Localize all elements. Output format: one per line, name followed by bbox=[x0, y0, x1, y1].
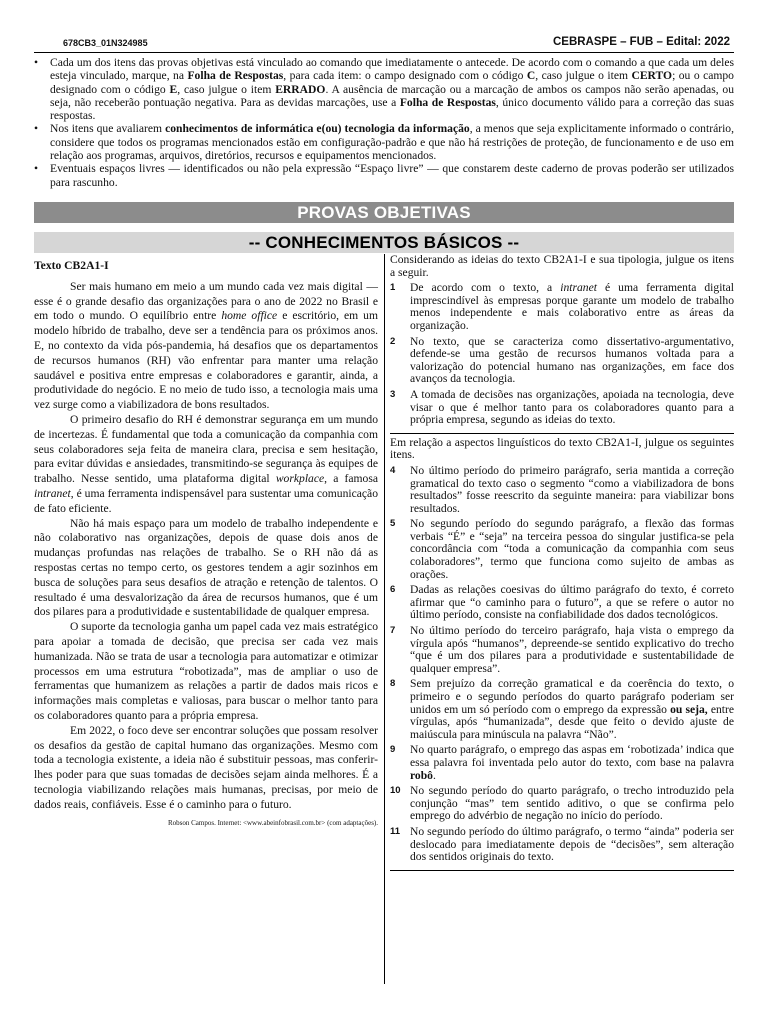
text-paragraph: O primeiro desafio do RH é demonstrar segurança em um mundo de incertezas. É fundamental que toda a comunicação da companhia com seus colaboradores seja feita de maneira clara, precisa e sem hesitação, para evitar dúvidas e ansiedades, transmitindo-se segurança às equipes de trabalho. Nesse sentido, uma plataforma digital workplace, a famosa intranet, é uma ferramenta indispensável para sustentar uma comunicação de fato eficiente. bbox=[34, 412, 379, 515]
question-block-1 bbox=[390, 254, 734, 434]
exam-title: CEBRASPE – FUB – Edital: 2022 bbox=[552, 36, 730, 48]
text-title: Texto CB2A1-I bbox=[34, 259, 109, 272]
question-item bbox=[390, 785, 734, 823]
instruction-text: Cada um dos itens das provas objetivas está vinculado ao comando que imediatamente o antecede. De acordo com o comando a que cada um deles esteja vinculado, marque, na Folha de Respostas, para cada item: o campo designado com o código C, caso julgue o item CERTO; ou o campo designado com o código E, caso julgue o item ERRADO. A ausência de marcação ou a marcação de ambos os campos não serão apenadas, ou seja, não receberão pontuação negativa. Para as devidas marcações, use a Folha de Respostas, único documento válido para a correção das suas respostas. bbox=[50, 56, 734, 123]
question-block-2 bbox=[390, 437, 734, 871]
item-number: 1 bbox=[390, 282, 396, 294]
item-number: 5 bbox=[390, 518, 396, 530]
document-code: 678CB3_01N324985 bbox=[63, 38, 148, 48]
item-text: Dadas as relações coesivas do último parágrafo do texto, é correto afirmar que “o caminho para o futuro”, a que se refere o autor no último período, consiste na confiabilidade dos dados tecnológicos. bbox=[410, 583, 734, 622]
section-banner-basic: -- CONHECIMENTOS BÁSICOS -- bbox=[34, 232, 734, 253]
item-number: 10 bbox=[390, 785, 401, 797]
instruction-item: • Cada um dos itens das provas objetivas está vinculado ao comando que imediatamente o antecede. De acordo com o comando a que cada um deles esteja vinculado, marque, na Folha de Respostas, para cada item: o campo designado com o código C, caso julgue o item CERTO; ou o campo designado com o código E, caso julgue o item ERRADO. A ausência de marcação ou a marcação de ambos os campos não serão apenadas, ou seja, não receberão pontuação negativa. Para as devidas marcações, use a Folha de Respostas, único documento válido para a correção das suas respostas. bbox=[34, 56, 734, 123]
instruction-text: Eventuais espaços livres — identificados ou não pela expressão “Espaço livre” — que constarem deste caderno de provas poderão ser utilizados para rascunho. bbox=[50, 162, 734, 189]
instruction-item: • Nos itens que avaliarem conhecimentos de informática e(ou) tecnologia da informação, a menos que seja explicitamente informado o contrário, considere que todos os programas mencionados estão em configuração-padrão e que não há restrições de proteção, de funcionamento e de uso em relação aos programas, arquivos, diretórios, recursos e equipamentos mencionados. bbox=[34, 122, 734, 163]
page-header bbox=[63, 38, 730, 52]
item-text: No segundo período do último parágrafo, o termo “ainda” poderia ser deslocado para imediatamente depois de “decisões”, sem alteração dos sentidos originais do texto. bbox=[410, 824, 734, 864]
item-text: No último período do primeiro parágrafo, seria mantida a correção gramatical do texto caso o segmento “como a viabilizadora de bons resultados” fosse reescrito da seguinte maneira: para viabilizar bons resultados. bbox=[410, 463, 734, 515]
question-item bbox=[390, 389, 734, 427]
question-item bbox=[390, 678, 734, 741]
item-number: 4 bbox=[390, 464, 396, 476]
item-text: No último período do terceiro parágrafo, haja vista o emprego da vírgula após “humanos”, depreende-se sentido explicativo do trecho “que é um dos pilares para a produtividade e sustentabilidade de qualquer empresa”. bbox=[410, 624, 734, 675]
item-number: 6 bbox=[390, 584, 396, 596]
instructions-list bbox=[34, 56, 734, 189]
text-paragraph: Ser mais humano em meio a um mundo cada vez mais digital — esse é o grande desafio das organizações para o ano de 2022 no Brasil e em todo o mundo. O equilíbrio entre home office e escritório, em um modelo híbrido de trabalho, deve ser a tendência para os próximos anos. E, no contexto da vida pós-pandemia, há desafios que os departamentos de recursos humanos (RH) vão enfrentar para manter uma relação saudável e positiva entre empresas e colaboradores e garantir, ainda, a produtividade do negócio. E no meio de tudo isso, a tecnologia mais uma vez surge como a viabilizadora de bons resultados. bbox=[34, 279, 378, 412]
item-number: 2 bbox=[390, 335, 396, 347]
item-number: 3 bbox=[390, 388, 396, 400]
header-divider bbox=[34, 52, 734, 53]
text-paragraph: O suporte da tecnologia ganha um papel cada vez mais estratégico para apoiar a tomada de decisão, que precisa ser cada vez mais humanizada. Não se trata de usar a tecnologia para automatizar e otimizar processos em uma estrutura “robotizada”, mas de ampliar o uso de ferramentas que humanizem as relações a partir de dados mais ricos e informações mais completas e valiosas, para buscar o melhor tanto para os colaboradores quanto para a própria empresa. bbox=[34, 620, 378, 722]
reading-text bbox=[34, 254, 378, 984]
text-source: Robson Campos. Internet: <www.abeinfobrasil.com.br> (com adaptações). bbox=[168, 819, 378, 828]
question-item bbox=[390, 465, 734, 515]
item-text: No texto, que se caracteriza como dissertativo-argumentativo, defende-se uma gestão de recursos humanos voltada para a valorização do potencial humano nas organizações, em face dos avanços da tecnologia. bbox=[410, 334, 734, 386]
question-item bbox=[390, 584, 734, 622]
item-number: 11 bbox=[390, 825, 401, 837]
item-text: No segundo período do segundo parágrafo, a flexão das formas verbais “É” e “seja” na terceira pessoa do singular justifica-se pela concordância com “toda a comunicação da companhia com seus colaboradores”, termo que funciona como sujeito de ambas as orações. bbox=[410, 517, 734, 581]
item-text: No segundo período do quarto parágrafo, o trecho introduzido pela conjunção “mas” tem sentido aditivo, o que se confirma pelo emprego do advérbio de negação no início do período. bbox=[410, 784, 734, 823]
question-item bbox=[390, 336, 734, 386]
item-text: De acordo com o texto, a intranet é uma ferramenta digital imprescindível às empresas porque garante um modelo de trabalho menos independente e mais colaborativo entre as áreas da organização. bbox=[410, 281, 735, 332]
section-banner-objective: PROVAS OBJETIVAS bbox=[34, 202, 734, 223]
question-item bbox=[390, 625, 734, 675]
instruction-item: • Eventuais espaços livres — identificados ou não pela expressão “Espaço livre” — que constarem deste caderno de provas poderão ser utilizados para rascunho. bbox=[34, 162, 734, 189]
question-column bbox=[390, 254, 734, 874]
item-number: 7 bbox=[390, 625, 396, 637]
question-item bbox=[390, 282, 734, 332]
item-text: Sem prejuízo da correção gramatical e da coerência do texto, o primeiro e o segundo períodos do quarto parágrafo poderiam ser unidos em um só período com o emprego da expressão ou seja, entre vírgulas, após “humanizada”, desde que feito o devido ajuste de maiúscula para minúscula na palavra “Não”. bbox=[410, 677, 734, 741]
question-item bbox=[390, 518, 734, 581]
item-number: 9 bbox=[390, 744, 396, 756]
instruction-text: Nos itens que avaliarem conhecimentos de informática e(ou) tecnologia da informação, a menos que seja explicitamente informado o contrário, considere que todos os programas mencionados estão em configuração-padrão e que não há restrições de proteção, de funcionamento e de uso em relação aos programas, arquivos, diretórios, recursos e equipamentos mencionados. bbox=[50, 122, 734, 163]
item-text: A tomada de decisões nas organizações, apoiada na tecnologia, deve visar o que é melhor tanto para os colaboradores quanto para a própria empresa, segundo as ideias do texto. bbox=[410, 387, 734, 427]
text-paragraph: Em 2022, o foco deve ser encontrar soluções que possam resolver os desafios da gestão de capital humano das organizações. Mesmo com toda a tecnologia existente, a ideia não é substituir pessoas, mas conferir-lhes poder para que suas tomadas de decisões sejam ainda melhores. É a tecnologia viabilizando relações mais humanas, precisas, por meio de dados reais, confiáveis. Esse é o caminho para o futuro. bbox=[34, 723, 378, 811]
column-divider bbox=[384, 254, 385, 984]
text-paragraph: Não há mais espaço para um modelo de trabalho independente e não colaborativo nas organizações, depois de quase dois anos de mudanças profundas nas relações de trabalho. Se o RH não dá as respostas certas no tempo certo, os gestores tendem a agir sozinhos em busca de soluções para seus desafios de atração e retenção de talentos. O resultado é uma desvalorização da área de recursos humanos, que é um dos pilares para a produtividade e sustentabilidade de qualquer empresa. bbox=[34, 516, 378, 619]
question-item bbox=[390, 826, 734, 864]
block-instruction: Em relação a aspectos linguísticos do texto CB2A1-I, julgue os seguintes itens. bbox=[390, 435, 734, 462]
item-number: 8 bbox=[390, 678, 396, 690]
block-instruction: Considerando as ideias do texto CB2A1-I e sua tipologia, julgue os itens a seguir. bbox=[390, 253, 734, 279]
item-text: No quarto parágrafo, o emprego das aspas em ‘robotizada’ indica que essa palavra foi inventada pelo autor do texto, com base na palavra robô. bbox=[410, 743, 734, 782]
question-item bbox=[390, 744, 734, 782]
